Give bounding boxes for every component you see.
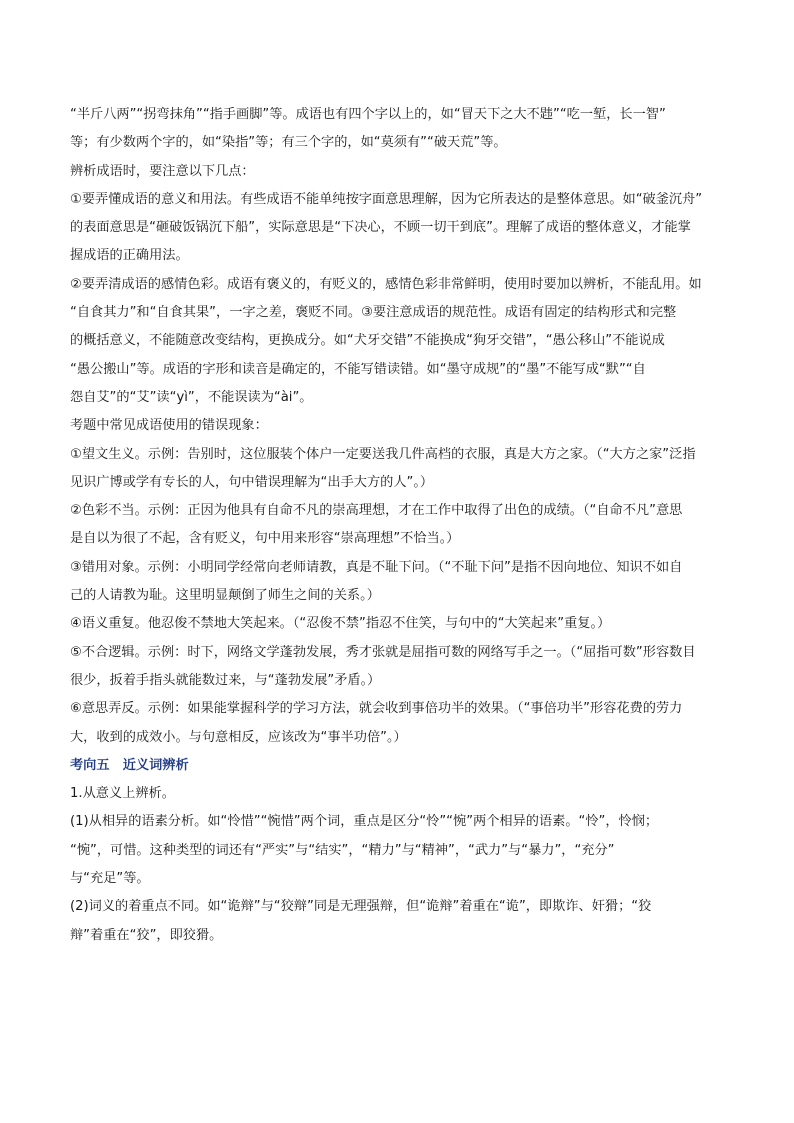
document-page: [70, 101, 726, 950]
text-line: 很少，扳着手指头就能数过来，与“蓬勃发展”矛盾。）: [70, 672, 381, 688]
text-line: ①望文生义。示例：告别时，这位服装个体户一定要送我几件高档的衣服，真是大方之家。（“大方之家”泛指: [70, 446, 696, 462]
text-line: ④语义重复。他忍俊不禁地大笑起来。（“忍俊不禁”指忍不住笑，与句中的“大笑起来”重复。）: [70, 616, 611, 632]
text-line: 怨自艾”的“艾”读“yì”，不能误读为“ài”。: [70, 389, 313, 405]
text-line: (2)词义的着重点不同。如“诡辩”与“狡辩”同是无理强辩，但“诡辩”着重在“诡”，即欺诈、奸猾；“狡: [70, 899, 652, 915]
text-line: 见识广博或学有专长的人，句中错误理解为“出手大方的人”。）: [70, 474, 434, 490]
text-line: 握成语的正确用法。: [70, 248, 189, 264]
text-line: 是自以为很了不起，含有贬义，句中用来形容“崇高理想”不恰当。）: [70, 531, 460, 547]
section-heading: 考向五 近义词辨析: [70, 757, 189, 773]
text-line: 的概括意义，不能随意改变结构，更换成分。如“犬牙交错”不能换成“狗牙交错”，“愚公移山”不能说成: [70, 333, 665, 349]
text-line: ③错用对象。示例：小明同学经常向老师请教，真是不耻下问。（“不耻下问”是指不因向地位、知识不如自: [70, 559, 683, 575]
text-line: 的表面意思是“砸破饭锅沉下船”，实际意思是“下决心，不顾一切干到底”。理解了成语的整体意义，才能掌: [70, 220, 691, 236]
text-line: 1.从意义上辨析。: [70, 786, 175, 802]
text-line: 与“充足”等。: [70, 871, 150, 887]
text-line: “惋”，可惜。这种类型的词还有“严实”与“结实”，“精力”与“精神”，“武力”与“暴力”，“充分”: [70, 842, 615, 858]
text-line: ①要弄懂成语的意义和用法。有些成语不能单纯按字面意思理解，因为它所表达的是整体意思。如“破釜沉舟”: [70, 191, 703, 207]
text-line: ⑥意思弄反。示例：如果能掌握科学的学习方法，就会收到事倍功半的效果。（“事倍功半”形容花费的劳力: [70, 701, 683, 717]
text-line: 己的人请教为耻。这里明显颠倒了师生之间的关系。）: [70, 588, 380, 604]
text-line: 大，收到的成效小。与句意相反，应该改为“事半功倍”。）: [70, 729, 407, 745]
text-line: ②要弄清成语的感情色彩。成语有褒义的，有贬义的，感情色彩非常鲜明，使用时要加以辨析，不能乱用。如: [70, 276, 702, 292]
text-line: “愚公搬山”等。成语的字形和读音是确定的，不能写错读错。如“墨守成规”的“墨”不能写成“默”“自: [70, 361, 646, 377]
text-line: 等；有少数两个字的，如“染指”等；有三个字的，如“莫须有”“破天荒”等。: [70, 135, 507, 151]
text-line: ②色彩不当。示例：正因为他具有自命不凡的崇高理想，才在工作中取得了出色的成绩。（“自命不凡”意思: [70, 503, 683, 519]
text-line: “半斤八两”“拐弯抹角”“指手画脚”等。成语也有四个字以上的，如“冒天下之大不韪”“吃一堑，长一智”: [70, 107, 666, 122]
text-line: ⑤不合逻辑。示例：时下，网络文学蓬勃发展，秀才张就是屈指可数的网络写手之一。（“屈指可数”形容数目: [70, 644, 696, 660]
text-line: “自食其力”和“自食其果”，一字之差，褒贬不同。③要注意成语的规范性。成语有固定的结构形式和完整: [70, 305, 677, 321]
text-line: 辩”着重在“狡”，即狡猾。: [70, 927, 223, 943]
text-line: (1)从相异的语素分析。如“怜惜”“惋惜”两个词，重点是区分“怜”“惋”两个相异的语素。“怜”，怜悯；: [70, 814, 659, 830]
text-line: 辨析成语时，要注意以下几点：: [70, 163, 255, 179]
text-line: 考题中常见成语使用的错误现象：: [70, 418, 268, 434]
